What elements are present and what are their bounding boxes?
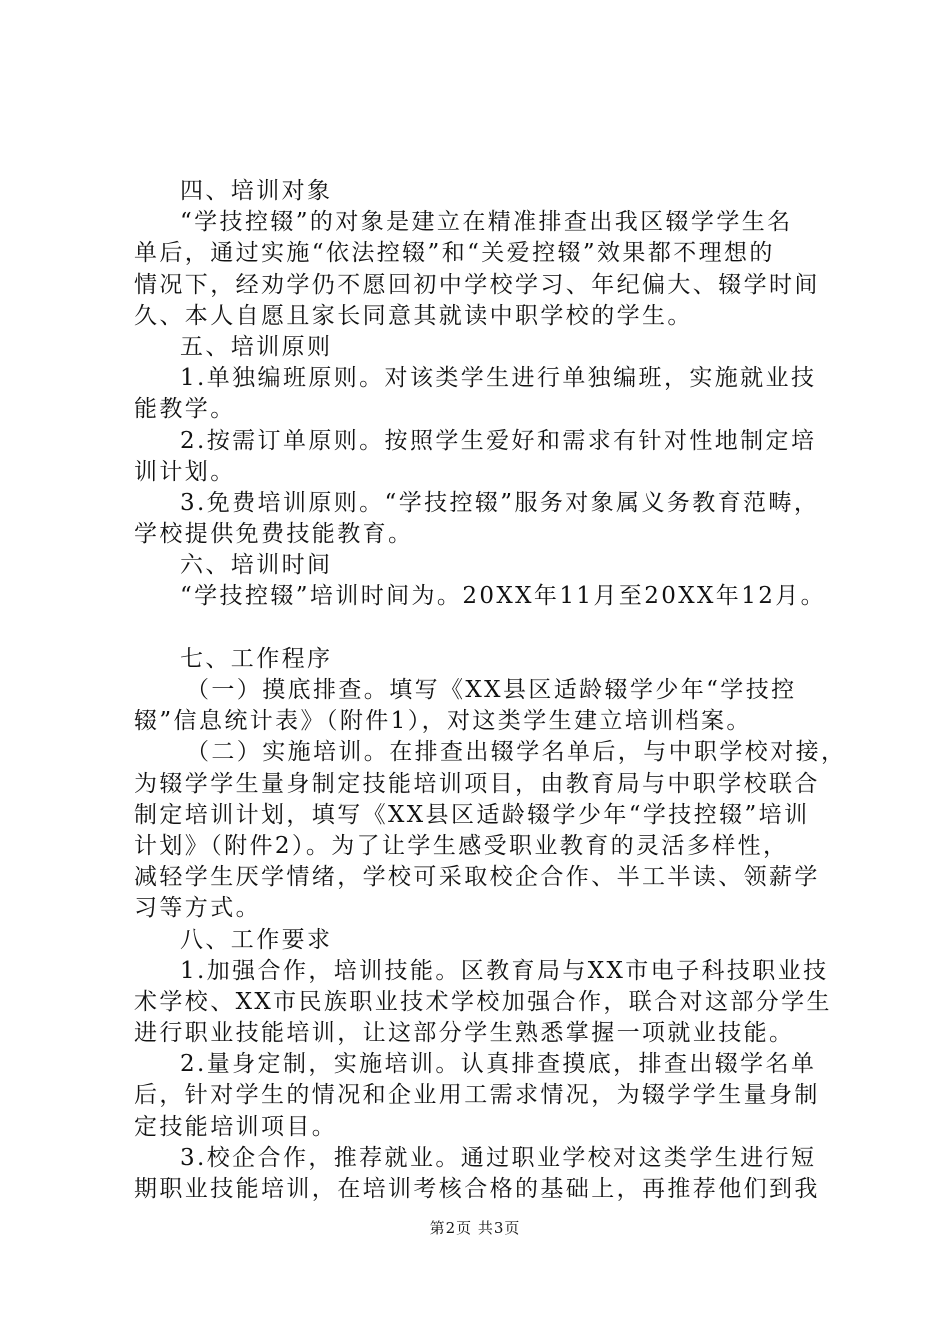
paragraph-line: 制定培训计划，填写《XX县区适龄辍学少年“学技控辍”培训 xyxy=(134,801,810,828)
paragraph-line: （二）实施培训。在排查出辍学名单后，与中职学校对接， xyxy=(186,739,847,766)
section-heading: 五、培训原则 xyxy=(180,333,333,360)
section-heading: 七、工作程序 xyxy=(180,645,333,672)
paragraph-line: 减轻学生厌学情绪，学校可采取校企合作、半工半读、领薪学 xyxy=(134,864,820,891)
paragraph-line: 后，针对学生的情况和企业用工需求情况，为辍学学生量身制 xyxy=(134,1082,820,1109)
paragraph-line: （一）摸底排查。填写《XX县区适龄辍学少年“学技控 xyxy=(186,677,797,703)
paragraph-line: 训计划。 xyxy=(134,458,236,485)
paragraph-line: “学技控辍”的对象是建立在精准排查出我区辍学学生名 xyxy=(180,209,793,236)
section-heading: 八、工作要求 xyxy=(180,926,333,953)
paragraph-line: 学校提供免费技能教育。 xyxy=(134,521,414,548)
section-heading: 六、培训时间 xyxy=(180,552,333,579)
paragraph-line: 情况下，经劝学仍不愿回初中学校学习、年纪偏大、辍学时间 xyxy=(134,271,820,298)
document-body xyxy=(134,176,847,1205)
section-heading: 四、培训对象 xyxy=(180,178,333,204)
paragraph-line: 术学校、XX市民族职业技术学校加强合作，联合对这部分学生 xyxy=(134,988,832,1015)
paragraph-line: 辍”信息统计表》（附件1），对这类学生建立培训档案。 xyxy=(134,708,752,735)
paragraph-line: 计划》（附件2）。为了让学生感受职业教育的灵活多样性， xyxy=(134,832,789,859)
paragraph-line: 进行职业技能培训，让这部分学生熟悉掌握一项就业技能。 xyxy=(134,1020,795,1047)
page-number-footer: 第2页 共3页 xyxy=(429,1219,521,1237)
paragraph-line: 定技能培训项目。 xyxy=(134,1113,338,1140)
paragraph-line: 2.按需订单原则。按照学生爱好和需求有针对性地制定培 xyxy=(180,427,817,454)
paragraph-line: 为辍学学生量身制定技能培训项目，由教育局与中职学校联合 xyxy=(134,770,820,797)
paragraph-line: 3.校企合作，推荐就业。通过职业学校对这类学生进行短 xyxy=(180,1144,817,1171)
paragraph-line: “学技控辍”培训时间为。20XX年11月至20XX年12月。 xyxy=(180,583,827,610)
paragraph-line: 单后，通过实施“依法控辍”和“关爱控辍”效果都不理想的 xyxy=(134,240,775,267)
paragraph-line: 习等方式。 xyxy=(134,895,261,922)
paragraph-line: 2.量身定制，实施培训。认真排查摸底，排查出辍学名单 xyxy=(180,1051,817,1078)
paragraph-line: 3.免费培训原则。“学技控辍”服务对象属义务教育范畴， xyxy=(180,489,820,516)
paragraph-line: 1.加强合作，培训技能。区教育局与XX市电子科技职业技 xyxy=(180,957,829,984)
paragraph-line: 期职业技能培训，在培训考核合格的基础上，再推荐他们到我 xyxy=(134,1176,820,1202)
paragraph-line: 1.单独编班原则。对该类学生进行单独编班，实施就业技 xyxy=(180,365,817,392)
paragraph-line: 久、本人自愿且家长同意其就读中职学校的学生。 xyxy=(134,302,693,329)
blank-line xyxy=(134,613,834,644)
paragraph-line: 能教学。 xyxy=(134,396,236,423)
